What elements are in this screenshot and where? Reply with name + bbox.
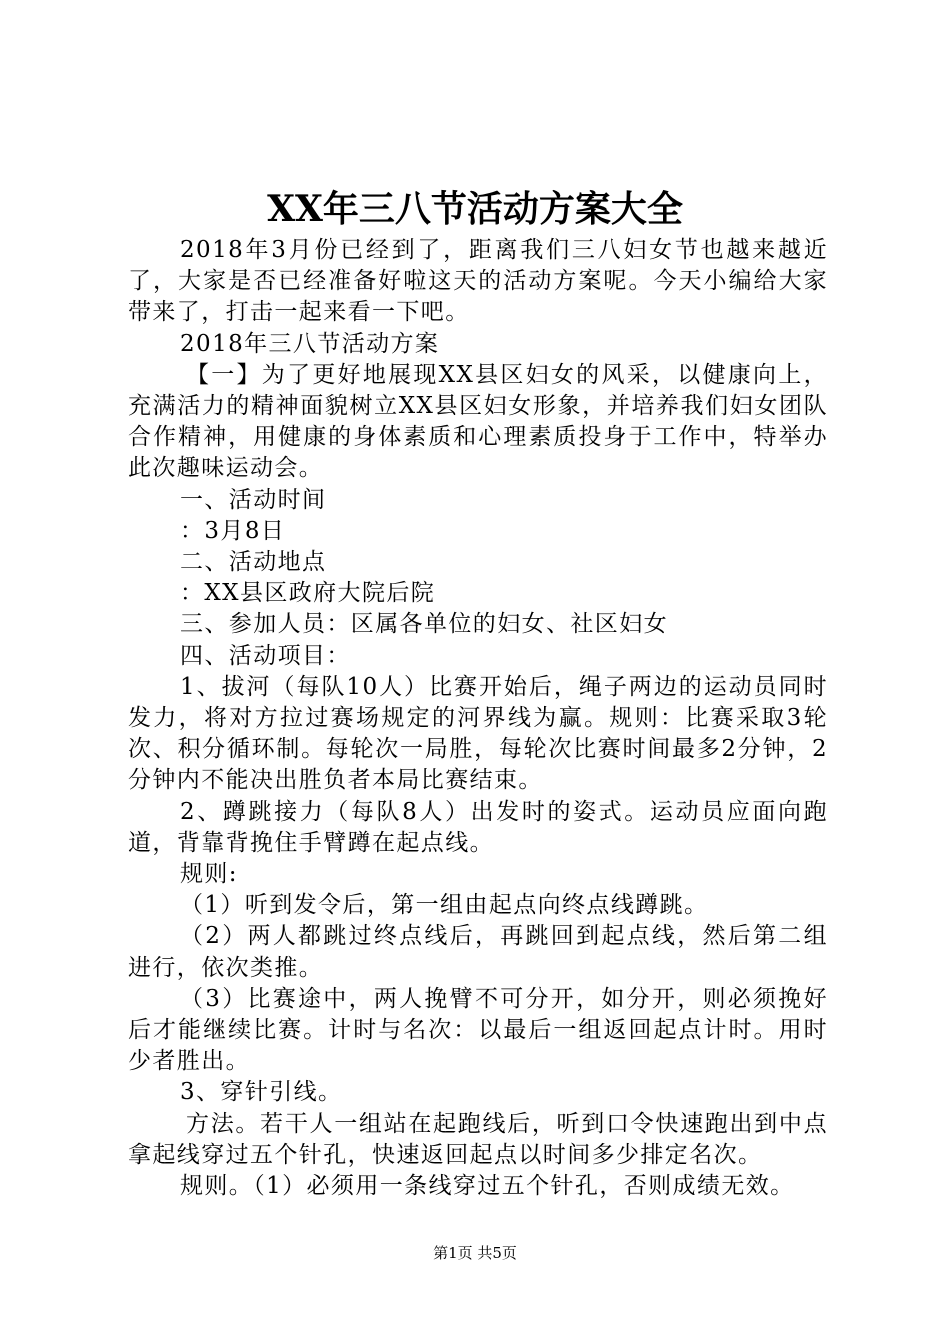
paragraph-activity-location: ：XX县区政府大院后院: [180, 580, 436, 607]
document-body: [128, 235, 828, 1202]
paragraph-section-one: 【一】为了更好地展现XX县区妇女的风采，以健康向上，充满活力的精神面貌树立XX县区妇女形象，并培养我们妇女团队合作精神，用健康的身体素质和心理素质投身于工作中，特举办此次趣味运动会。: [128, 361, 828, 482]
paragraph-rule-1: （1）听到发令后，第一组由起点向终点线蹲跳。: [180, 892, 709, 919]
paragraph-participants: 三、参加人员：区属各单位的妇女、社区妇女: [180, 611, 668, 638]
paragraph-threading-heading: 3、穿针引线。: [180, 1079, 343, 1106]
paragraph-activity-time: ：3月8日: [180, 517, 286, 544]
page-footer: 第1页 共5页: [433, 1244, 517, 1262]
paragraph-activity-items-heading: 四、活动项目：: [180, 642, 351, 669]
paragraph-intro: 2018年3月份已经到了，距离我们三八妇女节也越来越近了，大家是否已经准备好啦这天的活动方案呢。今天小编给大家带来了，打击一起来看一下吧。: [128, 237, 828, 326]
paragraph-squat-jump-relay: 2、蹲跳接力（每队8人）出发时的姿式。运动员应面向跑道，背靠背挽住手臂蹲在起点线。: [128, 798, 828, 856]
paragraph-threading-method: 方法。若干人一组站在起跑线后，听到口令快速跑出到中点拿起线穿过五个针孔，快速返回起点以时间多少排定名次。: [128, 1110, 828, 1168]
document-title: XX年三八节活动方案大全: [267, 188, 683, 230]
paragraph-tug-of-war: 1、拔河（每队10人）比赛开始后，绳子两边的运动员同时发力，将对方拉过赛场规定的河界线为赢。规则：比赛采取3轮次、积分循环制。每轮次一局胜，每轮次比赛时间最多2分钟，2分钟内不能决出胜负者本局比赛结束。: [128, 673, 828, 794]
paragraph-threading-rules: 规则。（1）必须用一条线穿过五个针孔，否则成绩无效。: [180, 1173, 795, 1200]
paragraph-activity-time-heading: 一、活动时间: [180, 486, 327, 513]
paragraph-rule-3: （3）比赛途中，两人挽臂不可分开，如分开，则必须挽好后才能继续比赛。计时与名次：以最后一组返回起点计时。用时少者胜出。: [128, 985, 828, 1075]
paragraph-plan-heading: 2018年三八节活动方案: [180, 330, 440, 357]
paragraph-rule-2: （2）两人都跳过终点线后，再跳回到起点线，然后第二组进行，依次类推。: [128, 923, 828, 981]
paragraph-rules-heading: 规则:: [180, 861, 238, 888]
paragraph-activity-location-heading: 二、活动地点: [180, 549, 327, 576]
